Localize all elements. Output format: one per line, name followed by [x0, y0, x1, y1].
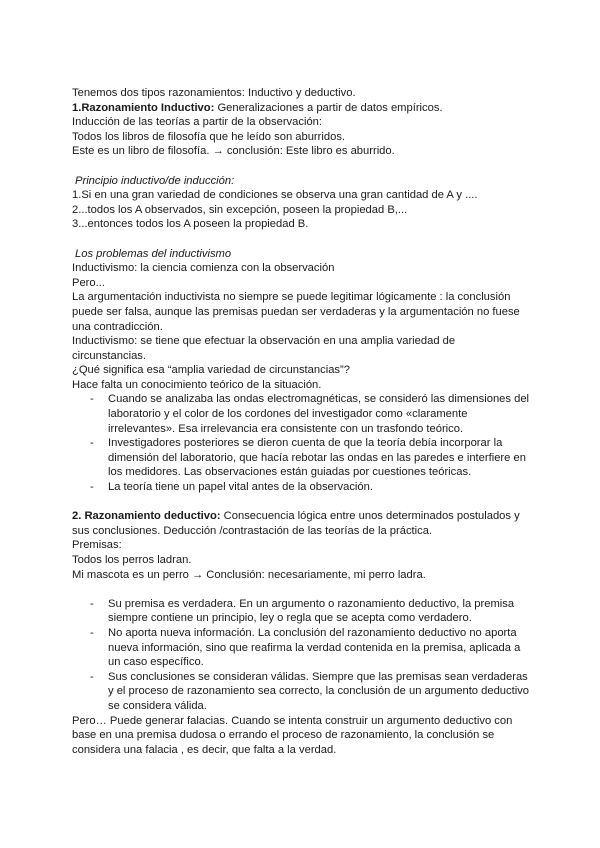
list-item [72, 670, 532, 714]
problems-line: Inductivismo: se tiene que efectuar la observación en una amplia variedad de circunstancias. [72, 335, 456, 362]
problems-title: Los problemas del inductivismo [75, 247, 232, 260]
inductive-heading: 1.Razonamiento Inductivo: [72, 101, 215, 114]
list-item [72, 626, 532, 670]
list-item-text: No aporta nueva información. La conclusión del razonamiento deductivo no aporta nueva información, sino que reafirma la verdad contenida en la premisa, aplicada a un caso específico. [108, 626, 521, 669]
principle-line: 2...todos los A observados, sin excepción, poseen la propiedad B,... [72, 203, 408, 216]
document-body [72, 86, 532, 757]
problems-line: Pero... [72, 276, 105, 289]
bullet-marker: - [90, 393, 94, 406]
bullet-marker: - [90, 670, 94, 683]
bullet-marker: - [90, 437, 94, 450]
spacer [72, 232, 532, 247]
inductive-line: Todos los libros de filosofía que he leído son aburridos. [72, 130, 346, 143]
deductive-heading: 2. Razonamiento deductivo: [72, 510, 221, 523]
closing-paragraph: Pero… Puede generar falacias. Cuando se intenta construir un argumento deductivo con base en una premisa dudosa o errando el proceso de razonamiento, la conclusión se considera una falacia , es decir, que falta a la verdad. [72, 714, 513, 756]
problems-line: Inductivismo: la ciencia comienza con la observación [72, 262, 335, 275]
list-item [72, 436, 532, 480]
inductive-bullet-list [72, 392, 532, 494]
list-item-text: Investigadores posteriores se dieron cuenta de que la teoría debía incorporar la dimensión del laboratorio, que hacía rebotar las ondas en las paredes e interfiere en los medidores. Las observaciones están guiadas por cuestiones teóricas. [108, 437, 526, 479]
list-item [72, 392, 532, 436]
inductive-heading-text: Generalizaciones a partir de datos empíricos. [214, 101, 443, 114]
list-item-text: Su premisa es verdadera. En un argumento o razonamiento deductivo, la premisa siempre contiene un principio, ley o regla que se acepta como verdadero. [108, 597, 515, 625]
inductive-line: Este es un libro de filosofía. → conclusión: Este libro es aburrido. [72, 145, 395, 158]
deductive-line: Premisas: [72, 539, 122, 552]
spacer [72, 159, 532, 174]
list-item [72, 597, 532, 626]
problems-line: Hace falta un conocimiento teórico de la situación. [72, 378, 322, 391]
list-item-text: La teoría tiene un papel vital antes de la observación. [108, 481, 373, 494]
deductive-line: Todos los perros ladran. [72, 554, 192, 566]
problems-line: La argumentación inductivista no siempre se puede legitimar lógicamente : la conclusión puede ser falsa, aunque las premisas puedan ser verdaderas y la argumentación no fuese una contradicción. [72, 291, 520, 333]
principle-line: 3...entonces todos los A poseen la propiedad B. [72, 218, 309, 231]
list-item-text: Cuando se analizaba las ondas electromagnéticas, se consideró las dimensiones del laboratorio y el color de los cordones del investigador como «claramente irrelevantes». Esa irrelevancia era consistente con un trasfondo teórico. [108, 393, 530, 435]
principle-line: 1.Si en una gran variedad de condiciones se observa una gran cantidad de A y .... [72, 189, 478, 202]
spacer [72, 495, 532, 510]
bullet-marker: - [90, 481, 94, 494]
deductive-heading-text: Consecuencia lógica entre unos determinados postulados y sus conclusiones. Deducción /contrastación de las teorías de la práctica. [72, 510, 520, 537]
deductive-heading-line [72, 509, 532, 538]
list-item-text: Sus conclusiones se consideran válidas. Siempre que las premisas sean verdaderas y el proceso de razonamiento sea correcto, la conclusión de un argumento deductivo se considera válida. [108, 670, 530, 712]
inductive-line: Inducción de las teorías a partir de la observación: [72, 116, 322, 129]
inductive-heading-line [72, 101, 532, 116]
bullet-marker: - [90, 597, 94, 610]
principle-title: Principio inductivo/de inducción: [75, 174, 235, 187]
list-item [72, 480, 532, 495]
deductive-line: Mi mascota es un perro → Conclusión: necesariamente, mi perro ladra. [72, 568, 426, 581]
problems-line: ¿Qué significa esa “amplia variedad de circunstancias”? [72, 364, 350, 377]
spacer [72, 582, 532, 597]
bullet-marker: - [90, 626, 94, 639]
intro-line: Tenemos dos tipos razonamientos: Inductivo y deductivo. [72, 87, 356, 99]
deductive-bullet-list [72, 597, 532, 714]
